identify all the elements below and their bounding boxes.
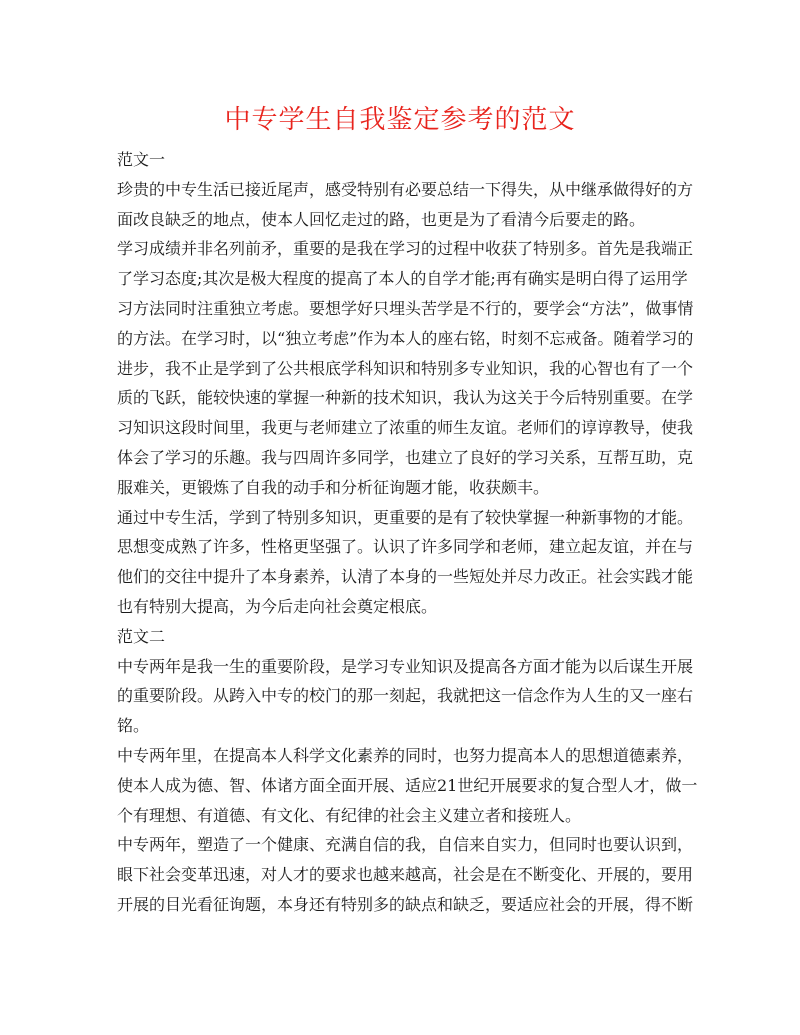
paragraph-line: 思想变成熟了许多，性格更坚强了。认识了许多同学和老师，建立起友谊，并在与 (117, 537, 694, 557)
paragraph-line: 了学习态度;其次是极大程度的提高了本人的自学才能;再有确实是明白得了运用学 (117, 269, 688, 289)
paragraph-line: 体会了学习的乐趣。我与四周许多同学，也建立了良好的学习关系，互帮互助，克 (117, 447, 694, 467)
paragraph-line: 通过中专生活，学到了特别多知识，更重要的是有了较快掌握一种新事物的才能。 (117, 507, 694, 527)
paragraph-line: 学习成绩并非名列前矛，重要的是我在学习的过程中收获了特别多。首先是我端正 (117, 239, 694, 259)
paragraph-line: 习知识这段时间里，我更与老师建立了浓重的师生友谊。老师们的谆谆教导，使我 (117, 418, 694, 438)
section-heading: 范文一 (117, 150, 166, 169)
paragraph-line: 质的飞跃，能较快速的掌握一种新的技术知识，我认为这关于今后特别重要。在学 (117, 388, 694, 408)
section-heading: 范文二 (117, 626, 166, 646)
document-body (117, 145, 698, 920)
paragraph-line: 中专两年是我一生的重要阶段，是学习专业知识及提高各方面才能为以后谋生开展 (117, 656, 694, 676)
paragraph-line: 中专两年，塑造了一个健康、充满自信的我，自信来自实力，但同时也要认识到， (117, 835, 694, 855)
paragraph-line: 中专两年里，在提高本人科学文化素养的同时，也努力提高本人的思想道德素养， (117, 745, 694, 765)
paragraph-line: 铭。 (117, 716, 150, 736)
paragraph-line: 也有特别大提高，为今后走向社会奠定根底。 (117, 596, 438, 616)
paragraph-line: 眼下社会变革迅速，对人才的要求也越来越高，社会是在不断变化、开展的，要用 (117, 865, 694, 885)
paragraph-line: 习方法同时注重独立考虑。要想学好只埋头苦学是不行的，要学会“方法”，做事情 (117, 298, 694, 318)
paragraph-line: 他们的交往中提升了本身素养，认清了本身的一些短处并尽力改正。社会实践才能 (117, 567, 694, 587)
document-title: 中专学生自我鉴定参考的范文 (224, 105, 576, 135)
paragraph-line: 开展的目光看征询题，本身还有特别多的缺点和缺乏，要适应社会的开展，得不断 (117, 894, 694, 914)
paragraph-line: 的重要阶段。从跨入中专的校门的那一刻起，我就把这一信念作为人生的又一座右 (117, 686, 694, 706)
paragraph-line: 个有理想、有道德、有文化、有纪律的社会主义建立者和接班人。 (117, 805, 582, 825)
paragraph-line: 使本人成为德、智、体诸方面全面开展、适应21世纪开展要求的复合型人才，做一 (117, 775, 698, 795)
paragraph-line: 面改良缺乏的地点，使本人回忆走过的路，也更是为了看清今后要走的路。 (117, 209, 646, 229)
paragraph-line: 服难关，更锻炼了自我的动手和分析征询题才能，收获颇丰。 (117, 477, 550, 497)
paragraph-line: 进步，我不止是学到了公共根底学科知识和特别多专业知识，我的心智也有了一个 (117, 358, 694, 378)
paragraph-line: 的方法。在学习时，以“独立考虑”作为本人的座右铭，时刻不忘戒备。随着学习的 (117, 328, 694, 348)
paragraph-line: 珍贵的中专生活已接近尾声，感受特别有必要总结一下得失，从中继承做得好的方 (117, 179, 694, 199)
